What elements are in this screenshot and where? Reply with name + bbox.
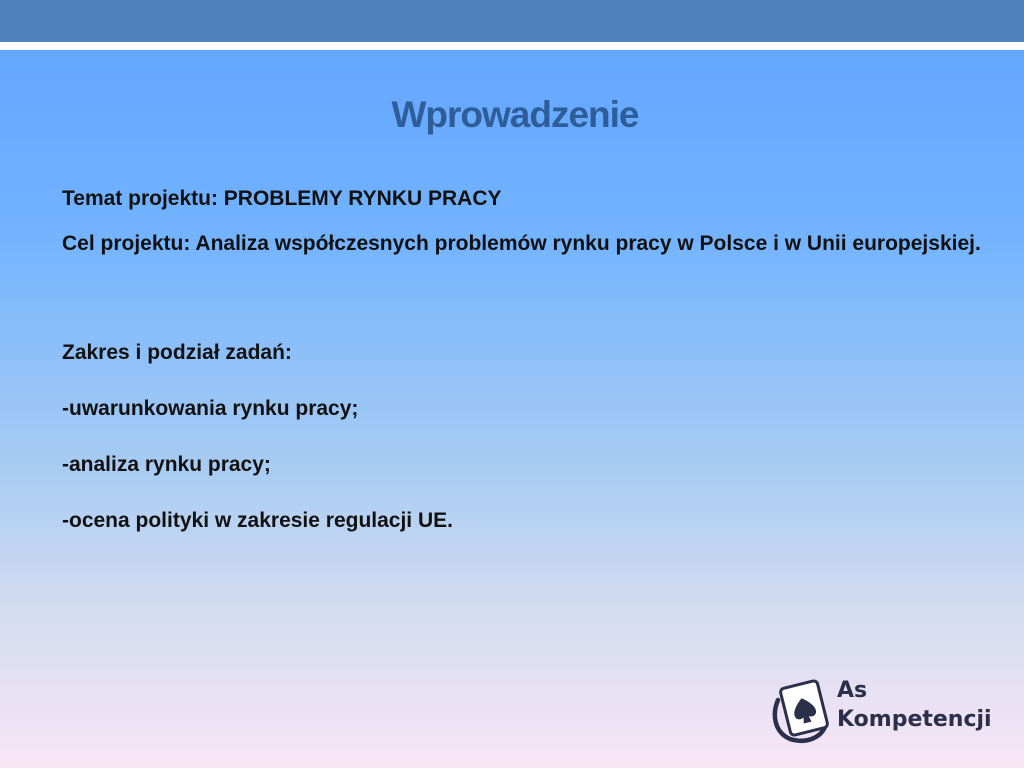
scope-item: -uwarunkowania rynku pracy; [62,397,359,420]
as-kompetencji-logo [770,672,1000,744]
logo-text [837,676,992,734]
slide-content [62,183,982,561]
scope-item: -analiza rynku pracy; [62,453,271,476]
scope-item: -ocena polityki w zakresie regulacji UE. [62,509,453,532]
card-spade-icon [770,672,834,744]
scope-heading: Zakres i podział zadań: [62,341,292,364]
header-divider [0,42,1024,50]
project-goal: Cel projektu: Analiza współczesnych problemów rynku pracy w Polsce i w Unii europejskiej. [62,232,981,255]
slide-title: Wprowadzenie [391,94,639,135]
logo-line-1: As [837,678,868,703]
project-topic: Temat projektu: PROBLEMY RYNKU PRACY [62,187,502,210]
logo-line-2: Kompetencji [837,707,992,732]
top-header-bar [0,0,1024,42]
